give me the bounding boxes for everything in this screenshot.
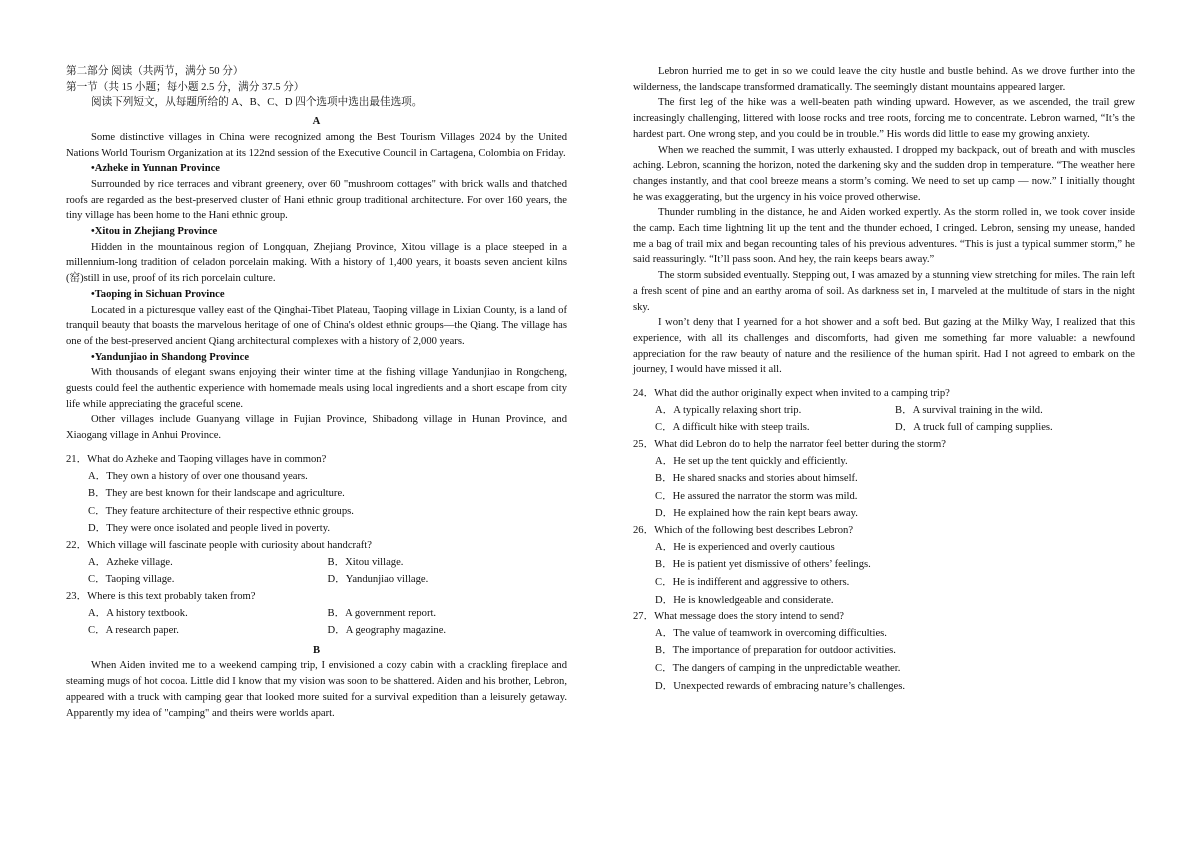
- question-stem: 27．What message does the story intend to send?: [633, 611, 844, 623]
- right-column: [633, 64, 1135, 695]
- answer-option[interactable]: C．They feature architecture of their respective ethnic groups.: [88, 505, 354, 517]
- passage-b-paragraph: I won’t deny that I yearned for a hot shower and a soft bed. But gazing at the Milky Way, I realized that this experience, with all its challenges and discomforts, had given me something far more valuable: a newfound appreciation for the raw beauty of nature and the resilience of the human spirit. Had I not agreed to embark on the journey, I would have missed it all.: [633, 317, 1135, 376]
- passage-b-paragraph: When Aiden invited me to a weekend camping trip, I envisioned a cozy cabin with a crackling fireplace and steaming mugs of hot cocoa. Little did I know that my vision was soon to be shattered. Aiden and his brother, Lebron, appeared with a truck with camping gear that looked more suited for a survival expedition than a leisurely getaway. Apparently my idea of "camping" and theirs were worlds apart.: [66, 660, 567, 719]
- passage-b-paragraph: The storm subsided eventually. Stepping out, I was amazed by a stunning view stretching for miles. The rain left a fresh scent of pine and an earthy aroma of soil. As darkness set in, I marveled at the multitude of stars in the night sky.: [633, 270, 1135, 313]
- instruction-text: 阅读下列短文，从每题所给的 A、B、C、D 四个选项中选出最佳选项。: [91, 97, 423, 109]
- village-text: Hidden in the mountainous region of Longquan, Zhejiang Province, Xitou village is a place steeped in a millennium-long tradition of celadon porcelain making. With a history of 1,400 years, it boasts seven ancient kilns (窑)still in use, proof of its rich porcelain culture.: [66, 241, 567, 285]
- answer-option[interactable]: A．They own a history of over one thousand years.: [88, 470, 308, 482]
- question-stem: 26．Which of the following best describes Lebron?: [633, 525, 854, 537]
- village-heading: •Azheke in Yunnan Province: [91, 163, 220, 175]
- option-row: [633, 419, 1135, 437]
- passage-b-paragraph: Lebron hurried me to get in so we could leave the city hustle and bustle behind. As we drove further into the wilderness, the landscape transformed dramatically. The seemingly distant mountains appeared larger.: [633, 66, 1135, 93]
- option-row: [66, 622, 567, 640]
- answer-option[interactable]: A．The value of teamwork in overcoming difficulties.: [655, 627, 887, 639]
- answer-option[interactable]: B．A government report.: [327, 607, 437, 619]
- passage-b-title: B: [312, 644, 321, 656]
- answer-option[interactable]: B．He is patient yet dismissive of others’ feelings.: [655, 559, 871, 571]
- answer-option[interactable]: C．A research paper.: [88, 625, 179, 637]
- section-heading: 第一节（共 15 小题；每小题 2.5 分，满分 37.5 分）: [66, 81, 305, 93]
- answer-option[interactable]: B．Xitou village.: [327, 556, 404, 568]
- answer-option[interactable]: C．A difficult hike with steep trails.: [655, 422, 810, 434]
- answer-option[interactable]: C．The dangers of camping in the unpredictable weather.: [655, 663, 901, 674]
- question-stem: 23．Where is this text probably taken from?: [66, 590, 256, 602]
- village-text: Located in a picturesque valley east of the Qinghai-Tibet Plateau, Taoping village in Lixian County, is a land of tranquil beauty that boasts the marvelous heritage of one of China's oldest ethnic groups—the Qiang. The village has one of the best-preserved ancient Qiang architectural complexes with a history of 2,000 years.: [66, 304, 567, 347]
- answer-option[interactable]: D．A geography magazine.: [327, 625, 447, 637]
- passage-b-paragraph: Thunder rumbling in the distance, he and Aiden worked expertly. As the storm rolled in, we took cover inside the camp. Each time lightning lit up the tent and the thunder echoed, I cringed. Lebron, sensing my unease, handed me a bag of trail mix and began recounting tales of his previous adventures. “This is just a typical summer storm,” he said reassuringly. “It’ll pass soon. And hey, the rain keeps bears away.”: [633, 207, 1135, 266]
- answer-option[interactable]: D．He explained how the rain kept bears away.: [655, 508, 858, 520]
- village-text: Surrounded by rice terraces and vibrant greenery, over 60 "mushroom cottages" with brick walls and thatched roofs are regarded as the best-preserved cluster of Hani ethnic group traditional architecture. For over 160 years, the tiny village has been home to the Hani ethnic group.: [66, 178, 567, 222]
- village-heading: •Taoping in Sichuan Province: [91, 288, 225, 300]
- answer-option[interactable]: D．They were once isolated and people lived in poverty.: [88, 523, 331, 535]
- option-row: [66, 571, 567, 589]
- left-column: [66, 64, 567, 721]
- answer-option[interactable]: A．He is experienced and overly cautious: [655, 541, 835, 553]
- answer-option[interactable]: D．A truck full of camping supplies.: [895, 422, 1053, 434]
- question-stem: 24．What did the author originally expect when invited to a camping trip?: [633, 388, 950, 400]
- village-text: With thousands of elegant swans enjoying their winter time at the fishing village Yandunjiao in Rongcheng, guests could feel the authentic experience with homemade meals using local ingredients and a short escape from city life while appreciating the graceful scene.: [66, 367, 567, 410]
- answer-option[interactable]: B．A survival training in the wild.: [895, 404, 1043, 416]
- passage-a-closing: Other villages include Guanyang village in Fujian Province, Shibadong village in Hunan Province, and Xiaogang village in Anhui Province.: [66, 414, 567, 442]
- answer-option[interactable]: A．A typically relaxing short trip.: [655, 404, 802, 416]
- answer-option[interactable]: B．He shared snacks and stories about himself.: [655, 473, 858, 485]
- answer-option[interactable]: B．They are best known for their landscape and agriculture.: [88, 488, 345, 500]
- answer-option[interactable]: D．Unexpected rewards of embracing nature’s challenges.: [655, 680, 906, 692]
- answer-option[interactable]: C．He assured the narrator the storm was mild.: [655, 490, 858, 502]
- option-row: [66, 605, 567, 623]
- village-heading: •Xitou in Zhejiang Province: [91, 226, 218, 238]
- answer-option[interactable]: D．He is knowledgeable and considerate.: [655, 594, 834, 606]
- question-stem: 22．Which village will fascinate people with curiosity about handcraft?: [66, 539, 372, 551]
- part-heading: 第二部分 阅读（共两节，满分 50 分）: [66, 66, 244, 77]
- passage-a-title: A: [312, 116, 321, 128]
- answer-option[interactable]: A．Azheke village.: [88, 556, 173, 568]
- answer-option[interactable]: B．The importance of preparation for outdoor activities.: [655, 645, 896, 657]
- passage-b-paragraph: The first leg of the hike was a well-beaten path winding upward. However, as we ascended, the trail grew increasingly challenging, littered with loose rocks and tree roots, forcing me to concentrate. Lebron warned, “It’s the hardest part. One wrong step, and you could be in trouble.” His words did little to ease my growing anxiety.: [633, 97, 1135, 140]
- answer-option[interactable]: D．Yandunjiao village.: [327, 574, 429, 586]
- passage-a-intro: Some distinctive villages in China were recognized among the Best Tourism Villages 2024 by the United Nations World Tourism Organization at its 122nd session of the Executive Council in Cartagena, Colombia on Friday.: [66, 131, 567, 159]
- question-stem: 25．What did Lebron do to help the narrator feel better during the storm?: [633, 438, 947, 450]
- option-row: [66, 554, 567, 572]
- answer-option[interactable]: A．He set up the tent quickly and efficiently.: [655, 455, 848, 467]
- village-heading: •Yandunjiao in Shandong Province: [91, 351, 250, 363]
- answer-option[interactable]: A．A history textbook.: [88, 607, 188, 619]
- question-stem: 21．What do Azheke and Taoping villages have in common?: [66, 453, 327, 465]
- answer-option[interactable]: C．Taoping village.: [88, 574, 175, 586]
- passage-b-paragraph: When we reached the summit, I was utterly exhausted. I dropped my backpack, out of breath and with muscles aching. Lebron, scanning the horizon, noted the darkening sky and the sudden drop in temperature. “The weather here changes instantly, and that cool breeze means a storm’s coming. We need to set up camp — now.” I initially thought he was exaggerating, but the urgency in his voice proved otherwise.: [633, 144, 1135, 203]
- option-row: [633, 402, 1135, 420]
- answer-option[interactable]: C．He is indifferent and aggressive to others.: [655, 576, 850, 588]
